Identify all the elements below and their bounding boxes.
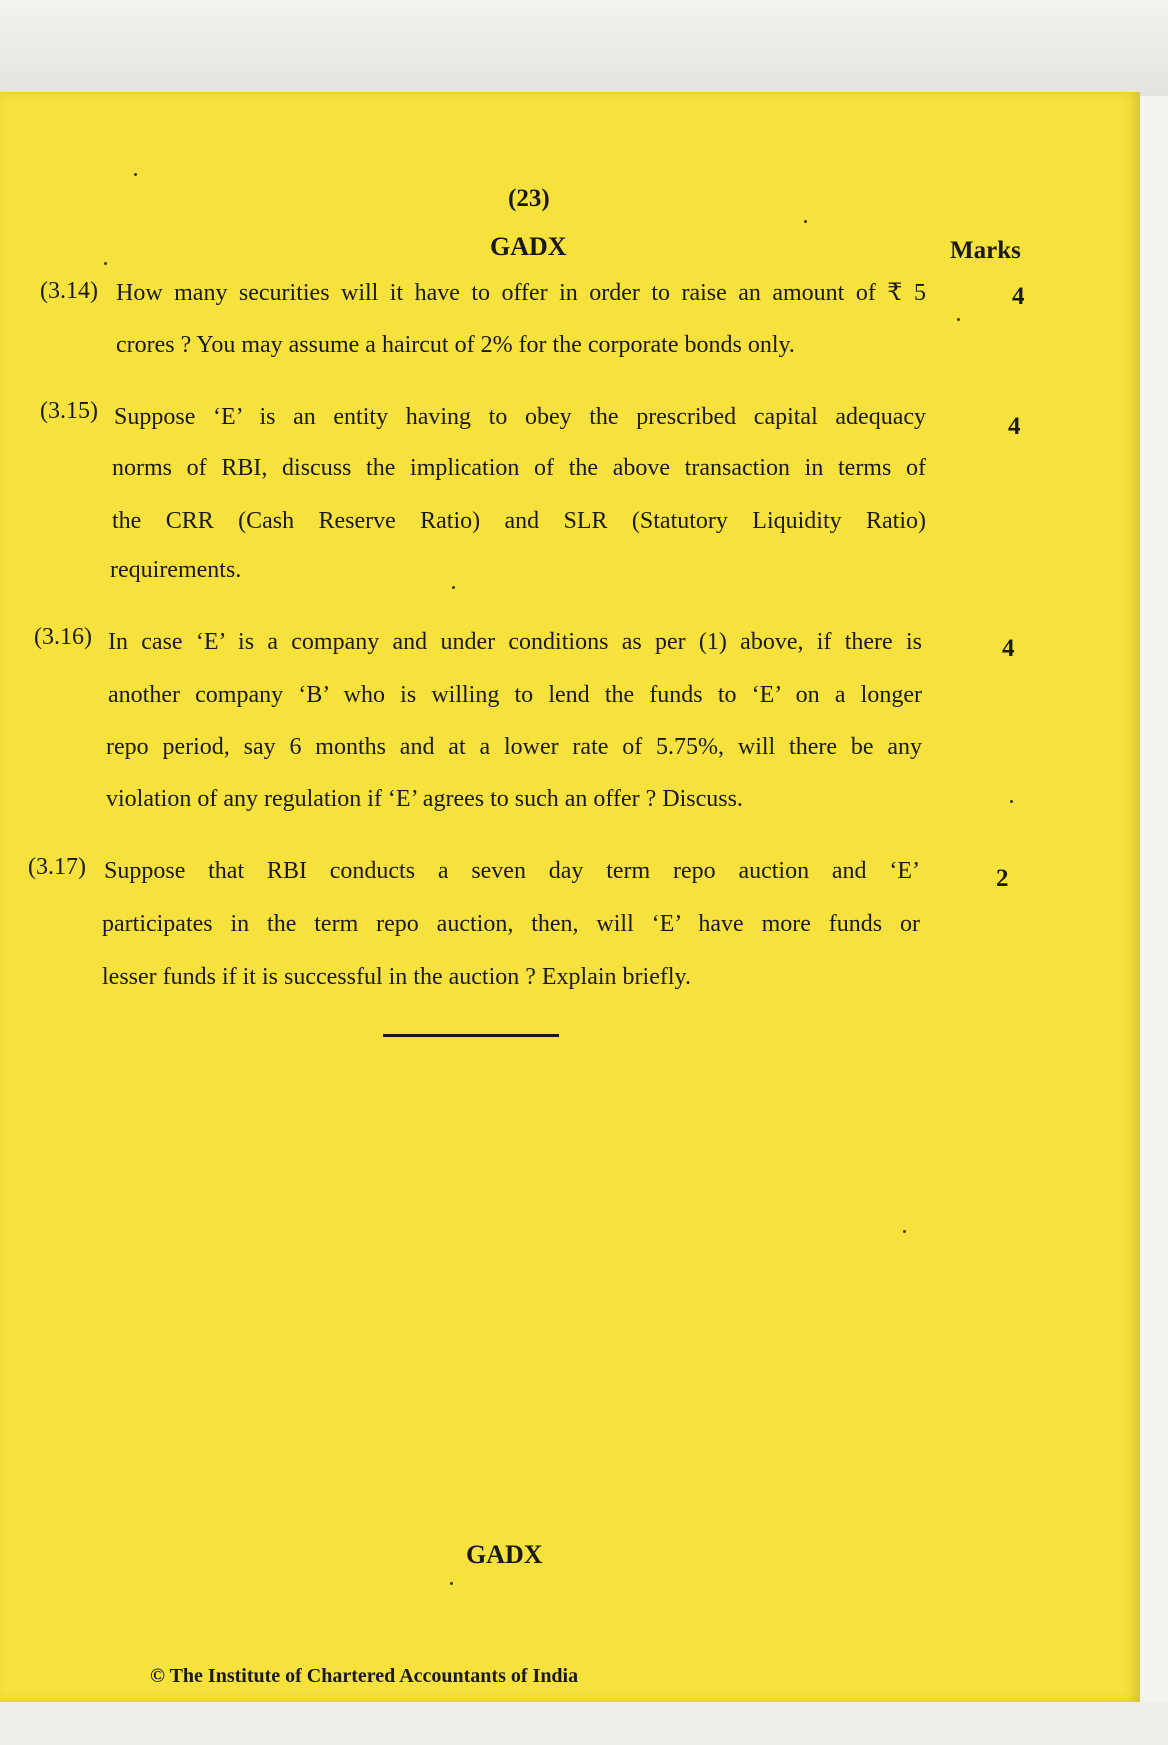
- question-text-line: requirements.: [110, 557, 242, 583]
- question-text-line: the CRR (Cash Reserve Ratio) and SLR (Statutory Liquidity Ratio): [112, 508, 926, 534]
- scan-speck: [104, 262, 107, 265]
- question-marks: 2: [996, 865, 1009, 892]
- question-text-line: Suppose that RBI conducts a seven day term repo auction and ‘E’: [104, 858, 920, 884]
- scan-speck: [903, 1230, 906, 1233]
- question-marks: 4: [1012, 283, 1025, 310]
- question-marks: 4: [1008, 413, 1021, 440]
- page-number: (23): [508, 185, 550, 212]
- scan-speck: [134, 173, 137, 176]
- scan-speck: [452, 586, 455, 589]
- end-of-questions-rule: [383, 1034, 559, 1037]
- question-text-line: norms of RBI, discuss the implication of the above transaction in terms of: [112, 455, 926, 481]
- scan-background-bottom: [0, 1702, 1168, 1745]
- question-text-line: crores ? You may assume a haircut of 2% for the corporate bonds only.: [116, 332, 795, 358]
- question-text-line: repo period, say 6 months and at a lower rate of 5.75%, will there be any: [106, 734, 922, 760]
- question-number: (3.15): [40, 398, 98, 424]
- question-text-line: violation of any regulation if ‘E’ agrees to such an offer ? Discuss.: [106, 786, 743, 812]
- question-text-line: another company ‘B’ who is willing to lend the funds to ‘E’ on a longer: [108, 682, 922, 708]
- question-number: (3.14): [40, 278, 98, 304]
- scan-background-right: [1140, 96, 1168, 1745]
- question-text-line: participates in the term repo auction, then, will ‘E’ have more funds or: [102, 911, 920, 937]
- scan-speck: [957, 318, 960, 321]
- marks-column-header: Marks: [950, 237, 1021, 264]
- paper-code-header: GADX: [490, 232, 567, 261]
- scan-speck: [1010, 800, 1013, 803]
- question-marks: 4: [1002, 635, 1015, 662]
- paper-code-footer: GADX: [466, 1540, 543, 1569]
- question-text-line: lesser funds if it is successful in the auction ? Explain briefly.: [102, 964, 691, 990]
- scan-background-top: [0, 0, 1168, 96]
- copyright-notice: © The Institute of Chartered Accountants of India: [150, 1665, 579, 1687]
- scan-speck: [450, 1582, 453, 1585]
- question-text-line: How many securities will it have to offer in order to raise an amount of ₹ 5: [116, 280, 926, 306]
- question-text-line: In case ‘E’ is a company and under conditions as per (1) above, if there is: [108, 629, 922, 655]
- question-text-line: Suppose ‘E’ is an entity having to obey the prescribed capital adequacy: [114, 404, 926, 430]
- scan-speck: [804, 220, 807, 223]
- question-number: (3.17): [28, 854, 86, 880]
- question-number: (3.16): [34, 624, 92, 650]
